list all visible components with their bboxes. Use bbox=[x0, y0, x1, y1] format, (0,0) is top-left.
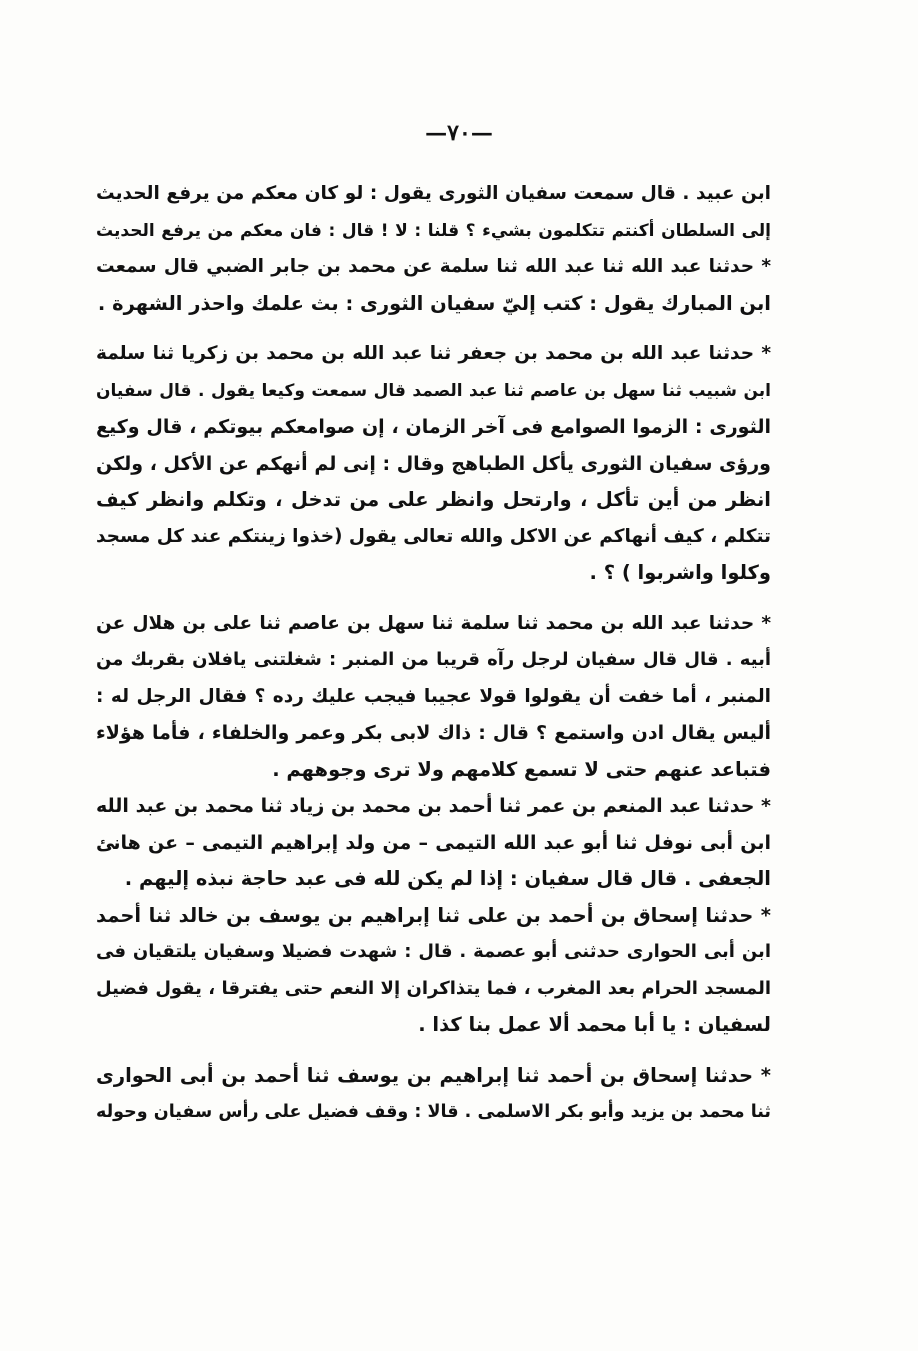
paragraph bbox=[96, 898, 771, 1044]
text-line: ورؤى سفيان الثورى يأكل الطباهج وقال : إنى لم أنهكم عن الأكل ، ولكن bbox=[96, 452, 771, 475]
text-line: فتباعد عنهم حتى لا تسمع كلامهم ولا ترى وجوههم . bbox=[272, 757, 771, 781]
text-line: ابن أبى نوفل ثنا أبو عبد الله التيمى – من ولد إبراهيم التيمى – عن هانئ bbox=[96, 831, 771, 854]
text-line: انظر من أين تأكل ، وارتحل وانظر على من تدخل ، وتكلم وانظر كيف bbox=[96, 488, 771, 511]
paragraph bbox=[96, 606, 771, 789]
text-line: * حدثنا عبد الله ثنا عبد الله ثنا سلمة عن محمد بن جابر الضبي قال سمعت bbox=[96, 256, 771, 277]
page-number: —٧٠— bbox=[425, 120, 493, 146]
text-line: أبيه . قال قال سفيان لرجل رآه قريبا من المنبر : شغلتنى يافلان بقربك من bbox=[96, 649, 771, 670]
text-line: * حدثنا عبد الله بن محمد ثنا سلمة ثنا سهل بن عاصم ثنا على بن هلال عن bbox=[96, 612, 771, 634]
paragraph bbox=[96, 176, 771, 249]
text-line: ابن شبيب ثنا سهل بن عاصم ثنا عبد الصمد قال سمعت وكيعا يقول . قال سفيان bbox=[96, 380, 771, 401]
text-line: * حدثنا إسحاق بن أحمد بن على ثنا إبراهيم بن يوسف بن خالد ثنا أحمد bbox=[96, 903, 771, 927]
text-line: لسفيان : يا أبا محمد ألا عمل بنا كذا . bbox=[418, 1013, 771, 1036]
text-line: وكلوا واشربوا ) ؟ . bbox=[589, 561, 771, 584]
text-line: الجعفى . قال قال سفيان : إذا لم يكن لله فى عبد حاجة نبذه إليهم . bbox=[124, 867, 771, 890]
paragraph bbox=[96, 788, 771, 898]
text-line: * حدثنا إسحاق بن أحمد ثنا إبراهيم بن يوسف ثنا أحمد بن أبى الحوارى bbox=[96, 1063, 771, 1087]
text-line: * حدثنا عبد الله بن محمد بن جعفر ثنا عبد الله بن محمد بن زكريا ثنا سلمة bbox=[96, 343, 771, 364]
text-line: تتكلم ، كيف أنهاكم عن الاكل والله تعالى يقول (خذوا زينتكم عند كل مسجد bbox=[96, 525, 771, 547]
text-line: الثورى : الزموا الصوامع فى آخر الزمان ، إن صوامعكم بيوتكم ، قال وكيع bbox=[96, 416, 771, 438]
text-line: ابن المبارك يقول : كتب إليّ سفيان الثورى : بث علمك واحذر الشهرة . bbox=[97, 291, 771, 315]
paragraph bbox=[96, 1058, 771, 1131]
text-line: ابن أبى الحوارى حدثنى أبو عصمة . قال : شهدت فضيلا وسفيان يلتقيان فى bbox=[96, 941, 771, 962]
body-text bbox=[96, 176, 771, 1131]
text-line: المنبر ، أما خفت أن يقولوا قولا عجيبا فيجب عليك رده ؟ فقال الرجل له : bbox=[96, 685, 771, 707]
paragraph bbox=[96, 336, 771, 592]
text-line: ابن عبيد . قال سمعت سفيان الثورى يقول : لو كان معكم من يرفع الحديث bbox=[96, 183, 771, 204]
text-line: أليس يقال ادن واستمع ؟ قال : ذاك لابى بكر وعمر والخلفاء ، فأما هؤلاء bbox=[96, 722, 771, 744]
text-line: إلى السلطان أكنتم تتكلمون بشيء ؟ قلنا : لا ! قال : فان معكم من يرفع الحديث bbox=[96, 220, 771, 241]
text-line: * حدثنا عبد المنعم بن عمر ثنا أحمد بن محمد بن زياد ثنا محمد بن عبد الله bbox=[96, 795, 771, 817]
paragraph bbox=[96, 249, 771, 322]
text-line: ثنا محمد بن يزيد وأبو بكر الاسلمى . قالا : وقف فضيل على رأس سفيان وحوله bbox=[96, 1102, 771, 1122]
text-line: المسجد الحرام بعد المغرب ، فما يتذاكران إلا النعم حتى يفترقا ، يقول فضيل bbox=[96, 977, 771, 999]
